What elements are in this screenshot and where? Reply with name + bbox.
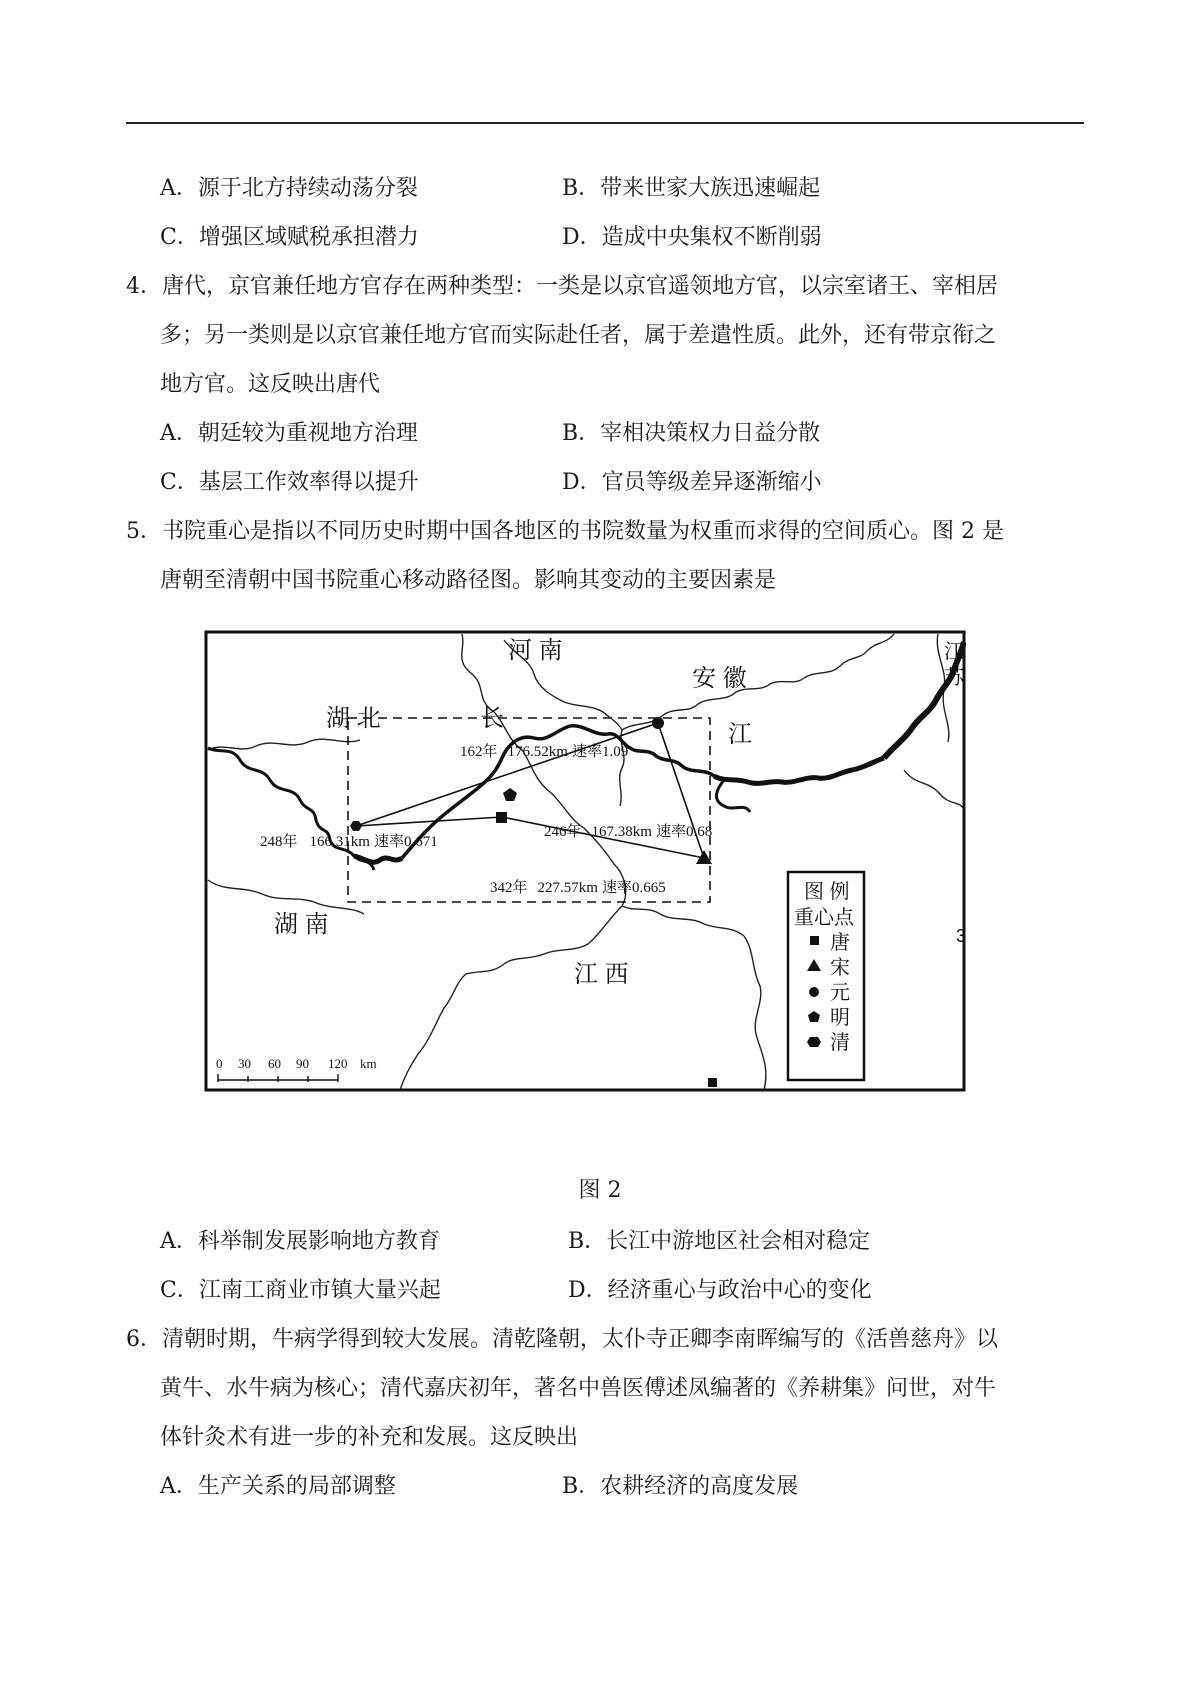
- edge-mark: 3: [956, 926, 966, 946]
- q3-option-a[interactable]: A．源于北方持续动荡分裂: [160, 176, 418, 201]
- segment-label-3: 342年 227.57km 速率0.665: [490, 880, 666, 896]
- center-point-tang: [496, 812, 507, 823]
- region-henan: 河 南: [508, 637, 563, 664]
- q6-stem-line-1: 6．清朝时期，牛病学得到较大发展。清乾隆朝，太仆寺正卿李南晖编写的《活兽慈舟》以: [126, 1327, 999, 1352]
- region-jiangsu-2: 苏: [944, 667, 964, 689]
- scale-tick-30: 30: [238, 1056, 251, 1071]
- legend-item-song: 宋: [830, 957, 850, 979]
- legend-title: 图 例: [804, 881, 850, 903]
- q4-option-b[interactable]: B．宰相决策权力日益分散: [562, 421, 821, 446]
- q3-option-b[interactable]: B．带来世家大族迅速崛起: [562, 176, 821, 201]
- figure-caption: 图 2: [578, 1178, 622, 1203]
- legend-item-tang: 唐: [830, 932, 850, 954]
- scale-tick-0: 0: [216, 1056, 223, 1071]
- region-hunan: 湖 南: [274, 911, 329, 938]
- q3-option-d[interactable]: D．造成中央集权不断削弱: [562, 225, 822, 250]
- scale-tick-90: 90: [296, 1056, 309, 1071]
- scale-tick-60: 60: [268, 1056, 281, 1071]
- scale-tick-120: 120: [328, 1056, 348, 1071]
- legend-item-ming: 明: [830, 1007, 850, 1029]
- region-hubei: 湖 北: [326, 705, 381, 732]
- q4-stem-line-1: 4．唐代，京官兼任地方官存在两种类型：一类是以京官遥领地方官，以宗室诸王、宰相居: [126, 274, 999, 299]
- map-svg: [204, 630, 966, 1092]
- scale-unit: km: [360, 1056, 377, 1071]
- q5-option-b[interactable]: B．长江中游地区社会相对稳定: [568, 1229, 871, 1254]
- q5-stem-line-2: 唐朝至清朝中国书院重心移动路径图。影响其变动的主要因素是: [160, 568, 777, 593]
- center-point-yuan: [652, 717, 664, 729]
- legend-item-qing: 清: [830, 1032, 850, 1054]
- segment-label-2: 246年 167.38km 速率0.68: [544, 824, 713, 840]
- q4-option-a[interactable]: A．朝廷较为重视地方治理: [160, 421, 418, 446]
- q6-stem-line-2: 黄牛、水牛病为核心；清代嘉庆初年，著名中兽医傅述凤编著的《养耕集》问世，对牛: [160, 1376, 997, 1401]
- edge-marker: [708, 1078, 717, 1087]
- q4-stem-line-2: 多；另一类则是以京官兼任地方官而实际赴任者，属于差遣性质。此外，还有带京衔之: [160, 323, 997, 348]
- q5-option-c[interactable]: C．江南工商业市镇大量兴起: [160, 1278, 441, 1303]
- q6-option-b[interactable]: B．农耕经济的高度发展: [562, 1474, 799, 1499]
- legend-circle-icon: [809, 987, 819, 997]
- region-anhui: 安 徽: [692, 665, 747, 692]
- q5-stem-line-1: 5．书院重心是指以不同历史时期中国各地区的书院数量为权重而求得的空间质心。图 2 是: [126, 519, 1004, 544]
- map-legend: [788, 872, 864, 1080]
- segment-label-1: 162年 176.52km 速率1.09: [460, 744, 629, 760]
- river-label-chang: 长: [480, 705, 504, 732]
- q6-option-a[interactable]: A．生产关系的局部调整: [160, 1474, 396, 1499]
- q4-option-d[interactable]: D．官员等级差异逐渐缩小: [562, 470, 822, 495]
- region-jiangsu-1: 江: [944, 641, 964, 663]
- q4-option-c[interactable]: C．基层工作效率得以提升: [160, 470, 419, 495]
- river-label-jiang: 江: [728, 721, 752, 748]
- legend-item-yuan: 元: [830, 982, 850, 1004]
- q4-stem-line-3: 地方官。这反映出唐代: [160, 372, 381, 397]
- q6-stem-line-3: 体针灸术有进一步的补充和发展。这反映出: [160, 1425, 579, 1450]
- header-rule: [126, 122, 1084, 124]
- legend-subtitle: 重心点: [794, 907, 854, 929]
- q5-option-d[interactable]: D．经济重心与政治中心的变化: [568, 1278, 872, 1303]
- q5-option-a[interactable]: A．科举制发展影响地方教育: [160, 1229, 440, 1254]
- figure-2-map: [204, 630, 966, 1092]
- legend-square-icon: [810, 936, 819, 945]
- segment-label-0: 248年 166.31km 速率0.671: [260, 834, 438, 850]
- q3-option-c[interactable]: C．增强区域赋税承担潜力: [160, 225, 419, 250]
- region-jiangxi: 江 西: [574, 961, 629, 988]
